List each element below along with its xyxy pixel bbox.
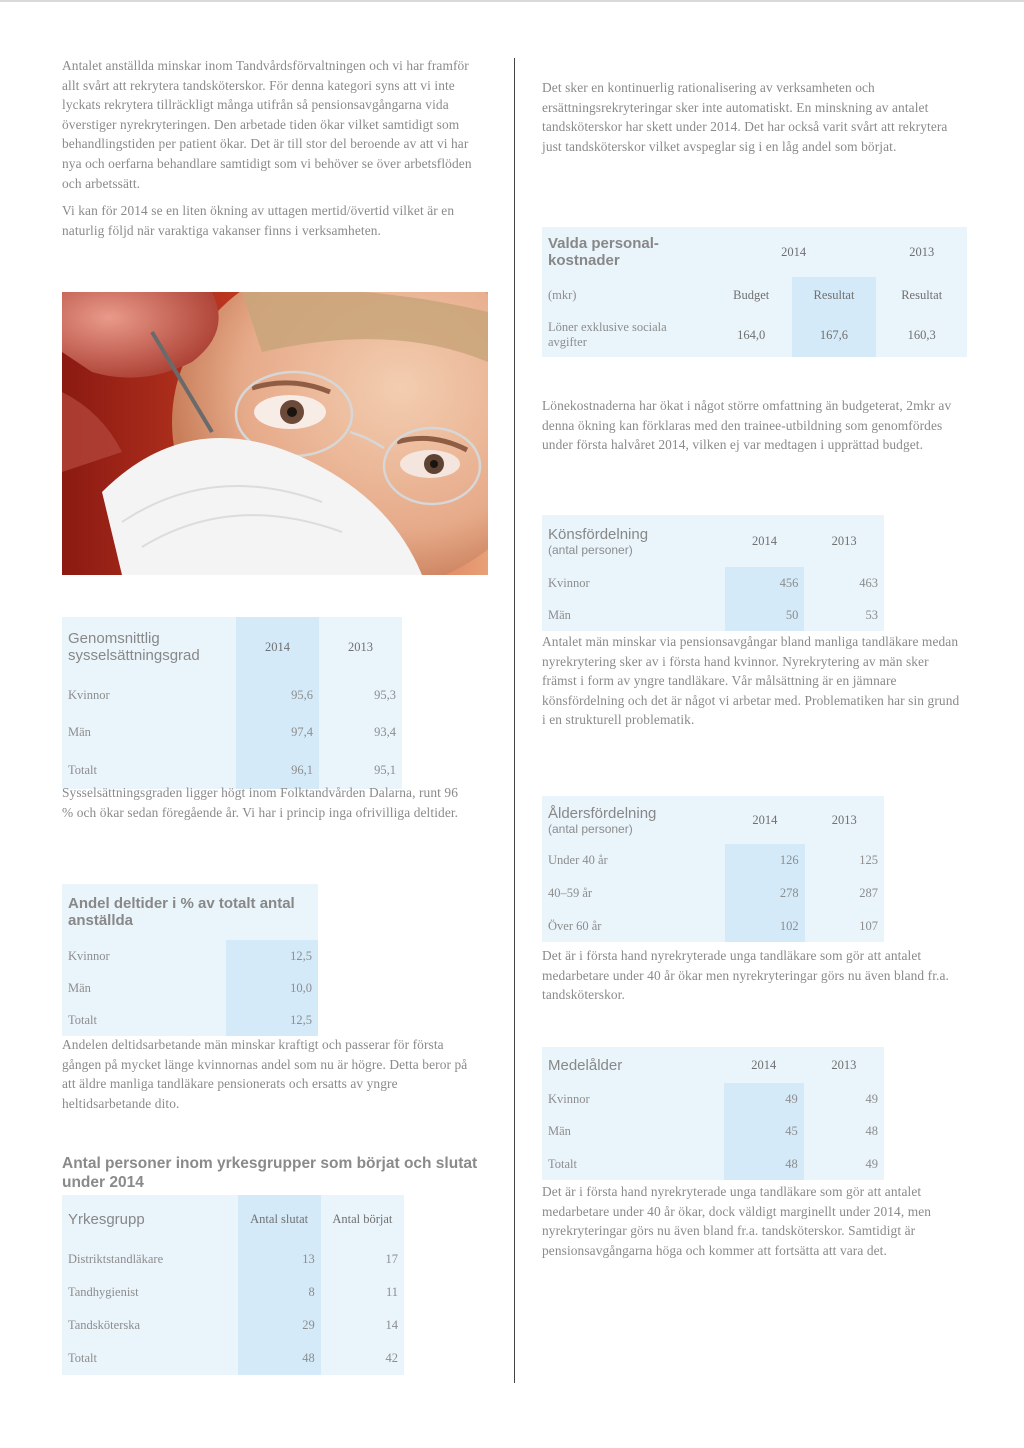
table-row: [542, 910, 884, 942]
row-label: Över 60 år: [542, 910, 725, 942]
table-row: [62, 1276, 404, 1309]
value-2014: 456: [725, 567, 805, 599]
aldersfordelning-header: [542, 796, 725, 844]
yrkesgrupp-table: [62, 1195, 404, 1375]
konsfordelning-table: [542, 515, 884, 631]
value-2014: 96,1: [236, 751, 319, 789]
value-2014: 50: [725, 599, 805, 631]
table-row: [62, 677, 402, 713]
col-resultat-2013: Resultat: [876, 277, 967, 313]
table-row: [62, 1342, 404, 1375]
row-label: Kvinnor: [542, 567, 725, 599]
value-2013: 95,3: [319, 677, 402, 713]
sysselsattning-title: Genomsnittlig sysselsättningsgrad: [62, 617, 236, 677]
value-slutat: 48: [238, 1342, 321, 1375]
col-budget: Budget: [711, 277, 792, 313]
year-header-2014: 2014: [724, 1047, 804, 1083]
value-2013: 53: [804, 599, 884, 631]
personalkostnader-note: Lönekostnaderna har ökat i något större omfattning än budgeterat, 2mkr av denna ökning kan förklaras med den trainee-utbildning som genomfördes under första halvåret 2014, vilken ej var medtagen i upprättad budget.: [542, 398, 952, 453]
konsfordelning-title: Könsfördelning: [548, 525, 649, 543]
row-label: Män: [62, 972, 226, 1004]
value-2013: 48: [804, 1115, 884, 1148]
table-row: [62, 713, 402, 751]
personalkostnader-title: Valda personal-kostnader: [542, 227, 711, 277]
dental-photo: [62, 292, 488, 575]
value-2014: 102: [725, 910, 804, 942]
value-2014: 97,4: [236, 713, 319, 751]
aldersfordelning-title: Åldersfördelning: [548, 804, 657, 822]
value-2013: 49: [804, 1083, 884, 1115]
year-header-2014: 2014: [236, 617, 319, 677]
row-label: Under 40 år: [542, 844, 725, 876]
value-2013: 95,1: [319, 751, 402, 789]
value-2014: 48: [724, 1148, 804, 1180]
page-top-edge: [0, 0, 1024, 2]
intro-paragraph-1: Antalet anställda minskar inom Tandvårdsförvaltningen och vi har framför allt svårt att rekrytera tandsköterskor. För denna kategori syns att vi inte lyckats rekrytera tillräckligt många utifrån så pensionsavgångarna vida överstiger nyrekryteringen. Den arbetade tiden ökar vilket samtidigt som behandlingstiden per patient ökar. Det är till stor del beroende av att vi har nya och oerfarna behandlare samtidigt som vi behöver se över arbetsflöden och arbetssätt.: [62, 58, 472, 191]
personalkostnader-table: [542, 227, 967, 357]
value-slutat: 13: [238, 1243, 321, 1276]
table-row: [542, 1115, 884, 1148]
table-row: [62, 1309, 404, 1342]
aldersfordelning-subtitle: (antal personer): [548, 821, 633, 836]
value-2013: 287: [805, 876, 884, 910]
row-value: 12,5: [226, 940, 318, 972]
value-2014: 126: [725, 844, 804, 876]
year-header-2013: 2013: [804, 515, 884, 567]
value-2014: 45: [724, 1115, 804, 1148]
table-row: [62, 1243, 404, 1276]
value-2013: 107: [805, 910, 884, 942]
row-label: Män: [542, 1115, 724, 1148]
table-row: [542, 876, 884, 910]
year-header-2013: 2013: [876, 227, 967, 277]
value-2013: 49: [804, 1148, 884, 1180]
value-borjat: 17: [321, 1243, 404, 1276]
table-row: [542, 844, 884, 876]
value-borjat: 42: [321, 1342, 404, 1375]
row-label: Kvinnor: [62, 940, 226, 972]
deltider-title: Andel deltider i % av totalt antal anställda: [62, 884, 318, 940]
value-budget: 164,0: [711, 313, 792, 357]
column-divider: [514, 58, 515, 1383]
row-label: Totalt: [542, 1148, 724, 1180]
year-header-2013: 2013: [805, 796, 884, 844]
medelalder-note: Det är i första hand nyrekryterade unga tandläkare som gör att antalet medarbetare under 40 år ökar, dock väldigt marginellt under 2014, men nyrekryteringar görs nu även bland fr.a. tandsköterskor. Samtidigt är pensionsavgångarna höga och kommer att fortsätta att vara det.: [542, 1184, 932, 1258]
year-header-2013: 2013: [319, 617, 402, 677]
year-header-2014: 2014: [725, 515, 805, 567]
value-borjat: 14: [321, 1309, 404, 1342]
sysselsattning-table: [62, 617, 402, 789]
value-2013: 93,4: [319, 713, 402, 751]
medelalder-table: [542, 1047, 884, 1180]
yrkesgrupp-col-title: Yrkesgrupp: [62, 1195, 238, 1243]
table-row: [62, 1004, 318, 1036]
value-slutat: 8: [238, 1276, 321, 1309]
value-2013: 463: [804, 567, 884, 599]
sysselsattning-note: Sysselsättningsgraden ligger högt inom Folktandvården Dalarna, runt 96 % och ökar sedan föregående år. Vi har i princip inga ofrivilliga deltider.: [62, 785, 459, 820]
row-label: Löner exklusive sociala avgifter: [542, 313, 711, 357]
row-label: Kvinnor: [542, 1083, 724, 1115]
row-label: Män: [62, 713, 236, 751]
value-2013: 125: [805, 844, 884, 876]
year-header-2013: 2013: [804, 1047, 884, 1083]
table-row: [62, 972, 318, 1004]
dentist-with-mask-image: [62, 292, 488, 575]
konsfordelning-note: Antalet män minskar via pensionsavgångar bland manliga tandläkare medan nyrekrytering sker av i första hand kvinnor. Nyrekrytering av män sker främst i form av yngre tandläkare. Vår målsättning är en jämnare könsfördelning och det är något vi arbetar med. Problematiken har sin grund i en strukturell problematik.: [542, 634, 960, 728]
value-2014: 49: [724, 1083, 804, 1115]
value-resultat-2014: 167,6: [792, 313, 877, 357]
yrkesgrupp-section-title: Antal personer inom yrkesgrupper som börjat och slutat under 2014: [62, 1155, 478, 1191]
row-label: 40–59 år: [542, 876, 725, 910]
row-value: 12,5: [226, 1004, 318, 1036]
value-borjat: 11: [321, 1276, 404, 1309]
row-label: Tandhygienist: [62, 1276, 238, 1309]
value-slutat: 29: [238, 1309, 321, 1342]
left-intro: [62, 56, 487, 248]
row-label: Män: [542, 599, 725, 631]
medelalder-title: Medelålder: [542, 1047, 724, 1083]
value-resultat-2013: 160,3: [876, 313, 967, 357]
deltider-table: [62, 884, 318, 1036]
table-row: [542, 599, 884, 631]
col-resultat-2014: Resultat: [792, 277, 877, 313]
row-value: 10,0: [226, 972, 318, 1004]
konsfordelning-subtitle: (antal personer): [548, 542, 633, 557]
row-label: Tandsköterska: [62, 1309, 238, 1342]
row-label: Totalt: [62, 1342, 238, 1375]
unit-label: (mkr): [542, 277, 711, 313]
value-2014: 278: [725, 876, 804, 910]
intro-paragraph-2: Vi kan för 2014 se en liten ökning av uttagen mertid/övertid vilket är en naturlig följd när varaktiga vakanser finns i verksamheten.: [62, 203, 455, 238]
table-row: [542, 567, 884, 599]
aldersfordelning-table: [542, 796, 884, 942]
year-header-2014: 2014: [711, 227, 877, 277]
col-antal-borjat: Antal börjat: [321, 1195, 404, 1243]
row-label: Totalt: [62, 751, 236, 789]
table-row: [542, 313, 967, 357]
row-label: Totalt: [62, 1004, 226, 1036]
right-intro: Det sker en kontinuerlig rationalisering av verksamheten och ersättningsrekryteringar sker inte automatiskt. En minskning av antalet tandsköterskor har skett under 2014. Det har också varit svårt att rekrytera just tandsköterskor vilket avspeglar sig i en låg andel som börjat.: [542, 80, 948, 154]
konsfordelning-header: [542, 515, 725, 567]
col-antal-slutat: Antal slutat: [238, 1195, 321, 1243]
value-2014: 95,6: [236, 677, 319, 713]
aldersfordelning-note: Det är i första hand nyrekryterade unga tandläkare som gör att antalet medarbetare under 40 år ökar men nyrekryteringar görs nu även bland fr.a. tandsköterskor.: [542, 948, 949, 1003]
row-label: Kvinnor: [62, 677, 236, 713]
deltider-note: Andelen deltidsarbetande män minskar kraftigt och passerar för första gången på mycket länge kvinnornas andel som nu är högre. Detta beror på att äldre manliga tandläkare pensionerats och ersatts av yngre heltidsarbetande dito.: [62, 1037, 468, 1111]
table-row: [62, 940, 318, 972]
year-header-2014: 2014: [725, 796, 804, 844]
table-row: [542, 1148, 884, 1180]
row-label: Distriktstandläkare: [62, 1243, 238, 1276]
table-row: [542, 1083, 884, 1115]
